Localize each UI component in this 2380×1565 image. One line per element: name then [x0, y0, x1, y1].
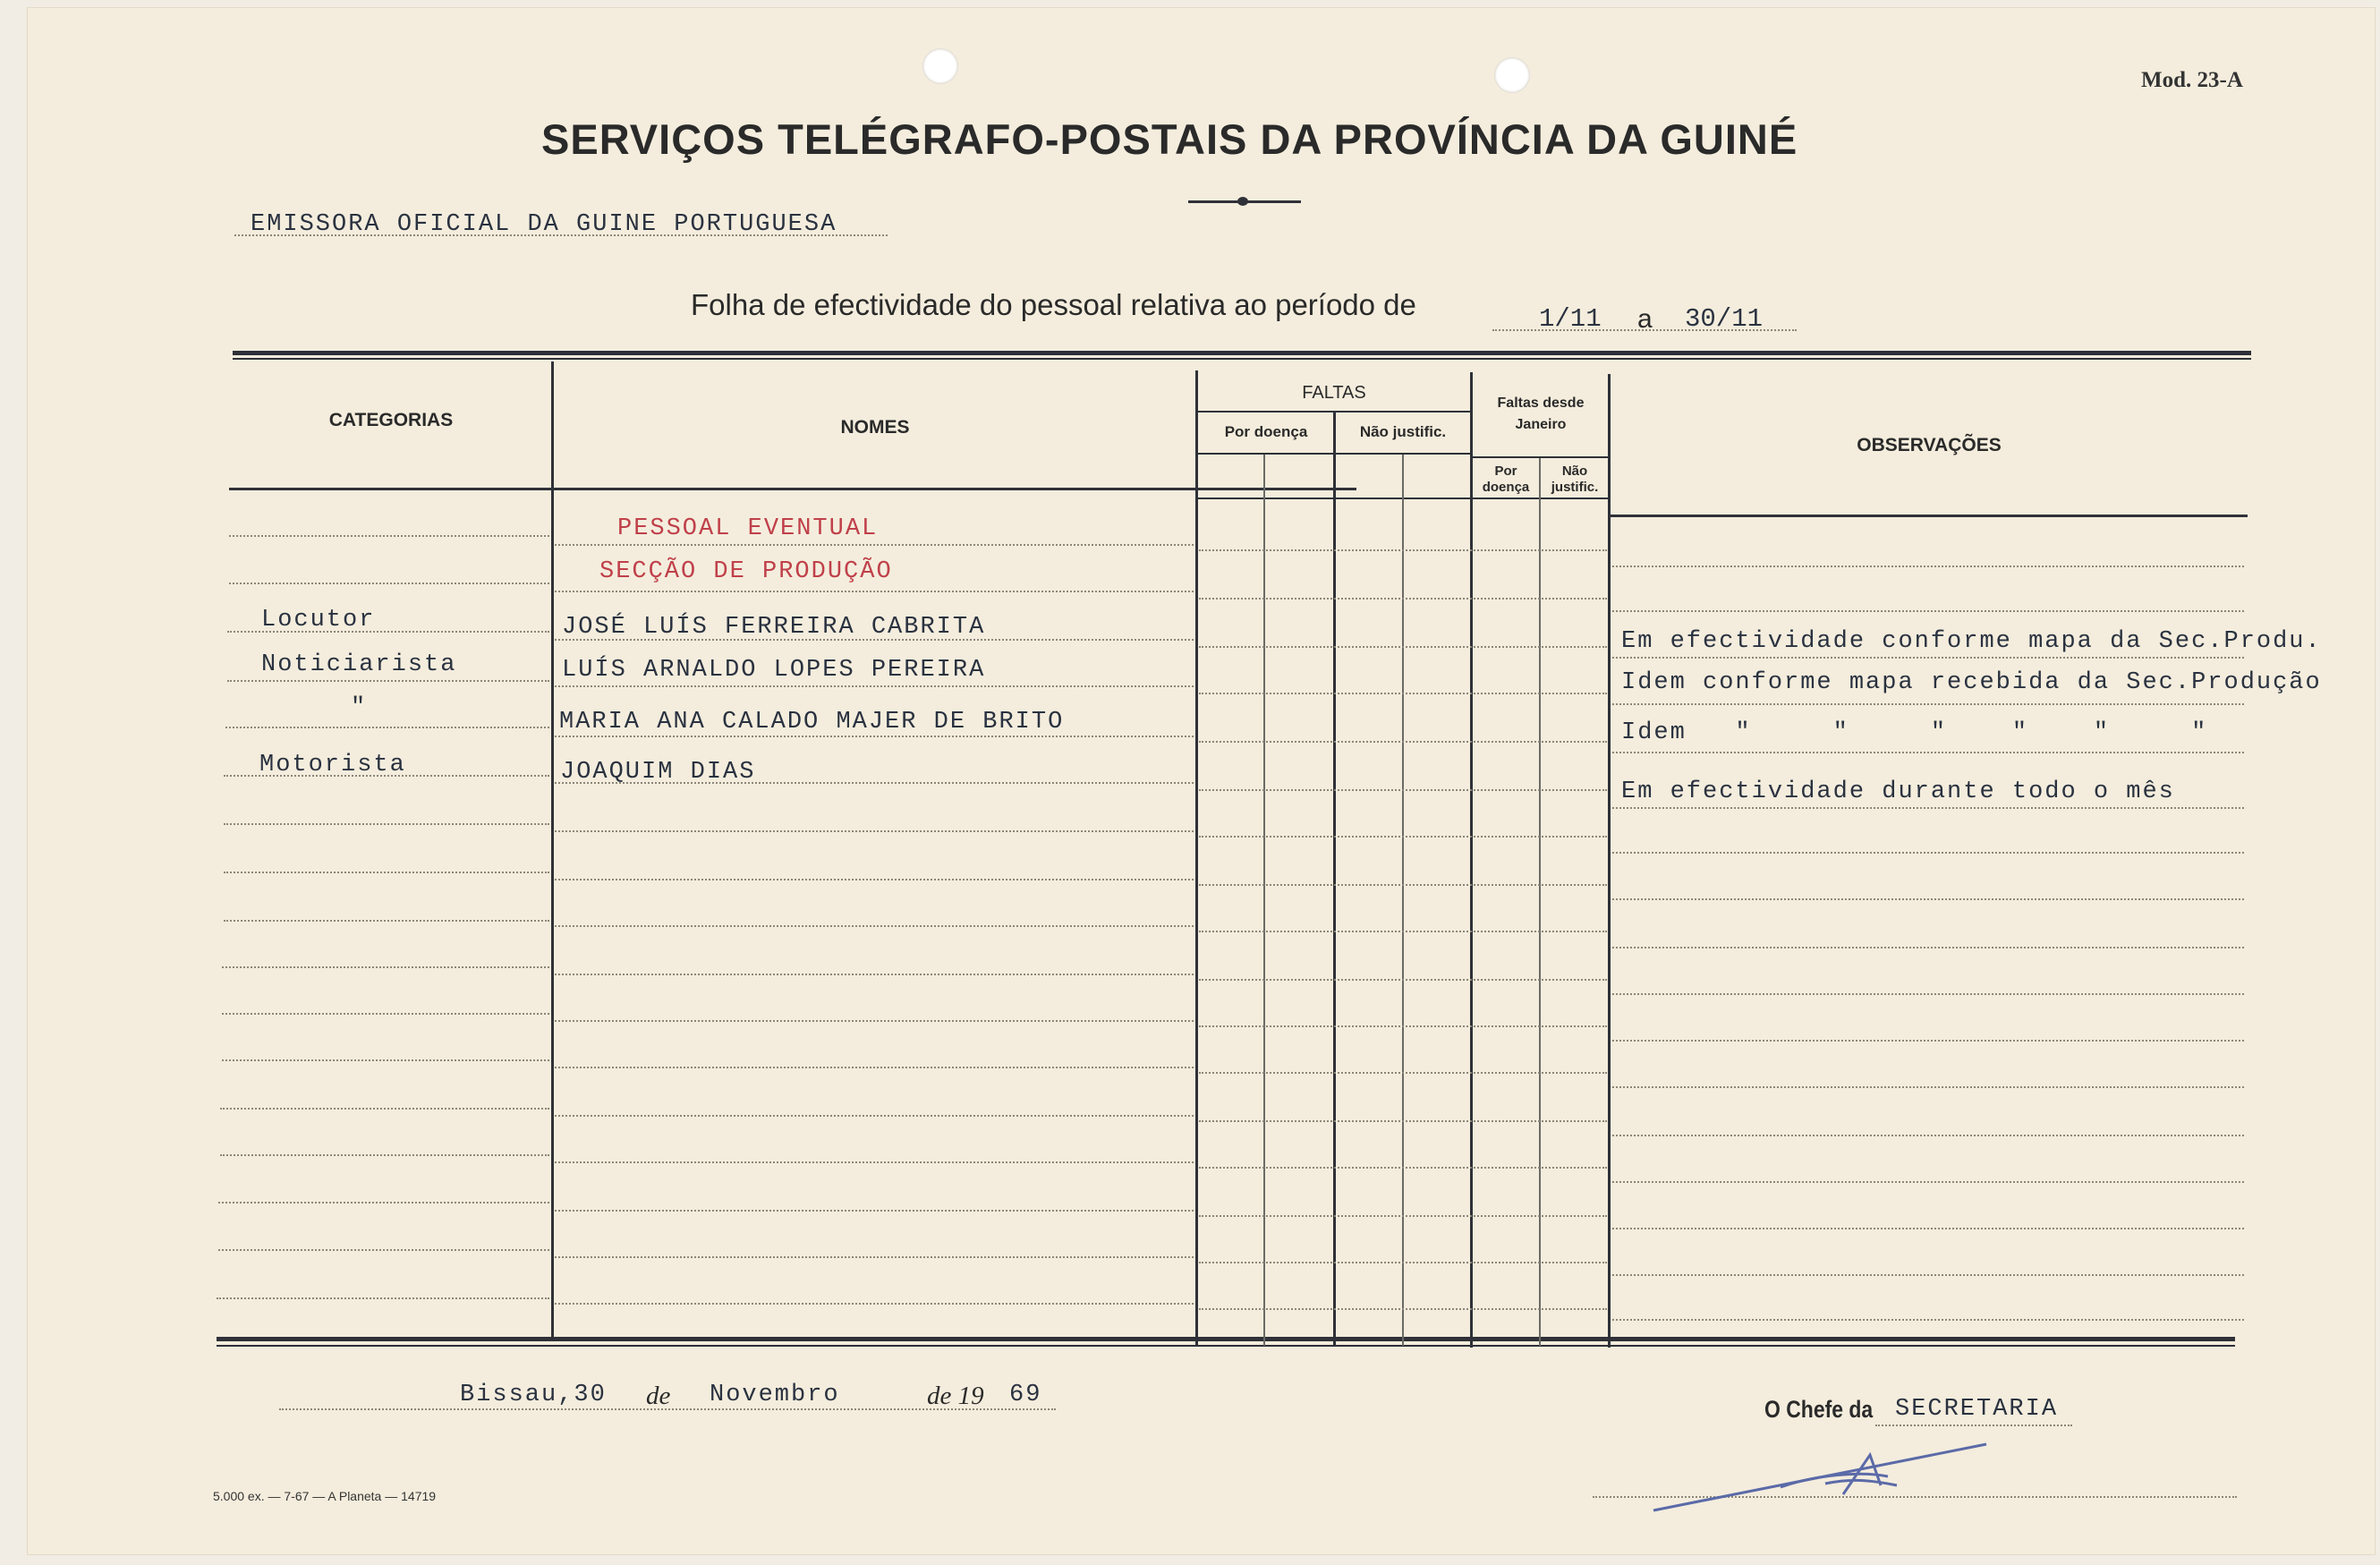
row-line — [555, 1115, 1194, 1117]
row-line — [1612, 993, 2244, 995]
row-line — [555, 1210, 1194, 1212]
section-pessoal-eventual: PESSOAL EVENTUAL — [617, 515, 879, 542]
date-year: 69 — [1009, 1382, 1042, 1408]
row-line — [1199, 884, 1607, 886]
department-dotted-line — [234, 234, 888, 236]
row-4-obs: Em efectividade durante todo o mês — [1621, 778, 2175, 805]
row-3-obs: Idem " " " " " " — [1621, 719, 2208, 746]
chief-dotted-line — [1875, 1425, 2072, 1426]
row-line — [1612, 566, 2244, 567]
row-line — [224, 823, 549, 825]
model-number: Mod. 23-A — [2141, 68, 2243, 92]
row-line — [222, 966, 549, 968]
header-jan-justific: justific. — [1551, 480, 1599, 495]
header-observacoes: OBSERVAÇÕES — [1857, 435, 2002, 455]
row-line — [225, 727, 549, 728]
header-nao-justific: Não justific. — [1359, 423, 1447, 440]
row-4-categoria: Motorista — [259, 752, 406, 778]
period-to: 30/11 — [1685, 304, 1764, 334]
row-line — [218, 1249, 549, 1251]
row-line — [227, 680, 549, 682]
row-3-categoria: " — [351, 694, 368, 721]
row-line — [1199, 741, 1607, 743]
row-1-obs: Em efectividade conforme mapa da Sec.Produ. — [1621, 628, 2322, 655]
row-1-categoria: Locutor — [261, 607, 376, 634]
row-line — [1199, 789, 1607, 791]
row-2-obs: Idem conforme mapa recebida da Sec.Produção — [1621, 669, 2322, 696]
header-categorias: CATEGORIAS — [328, 410, 454, 430]
row-line — [229, 535, 549, 537]
punch-hole-right — [1494, 57, 1530, 93]
period-from: 1/11 — [1539, 304, 1602, 334]
table-top-rule — [233, 351, 2251, 355]
row-line — [224, 920, 549, 922]
date-de-1: de — [646, 1382, 671, 1410]
row-line — [1612, 1086, 2244, 1088]
period-separator: a — [1637, 304, 1653, 334]
date-de-2: de 19 — [927, 1382, 984, 1410]
row-line — [222, 1059, 549, 1061]
row-line — [1199, 693, 1607, 694]
row-line — [1612, 752, 2244, 753]
header-nomes: NOMES — [840, 417, 910, 438]
row-line — [1612, 703, 2244, 705]
header-por-doenca: Por doença — [1224, 423, 1308, 440]
col-divider-faltas-2 — [1470, 372, 1473, 1348]
row-line — [555, 1303, 1194, 1305]
header-jan-nao: Não — [1561, 464, 1588, 479]
row-line — [555, 685, 1194, 687]
row-line — [1199, 931, 1607, 932]
row-line — [1199, 1308, 1607, 1310]
row-line — [1612, 807, 2244, 809]
row-line — [1199, 979, 1607, 981]
period-label: Folha de efectividade do pessoal relativa ao período de — [691, 288, 1416, 321]
form-title: SERVIÇOS TELÉGRAFO-POSTAIS DA PROVÍNCIA DA GUINÉ — [541, 115, 1798, 163]
row-line — [555, 1067, 1194, 1068]
row-line — [1612, 1319, 2244, 1321]
row-line — [555, 736, 1194, 737]
row-line — [1612, 947, 2244, 948]
row-line — [1612, 610, 2244, 612]
faltas-cells-underline — [1197, 498, 1611, 499]
row-line — [1199, 1120, 1607, 1122]
row-line — [217, 1297, 549, 1299]
title-rule-dot — [1237, 197, 1248, 206]
row-2-nome: LUÍS ARNALDO LOPES PEREIRA — [562, 657, 986, 684]
row-line — [1612, 657, 2244, 659]
row-line — [220, 1108, 549, 1110]
row-line — [1612, 1274, 2244, 1276]
col-divider-observacoes — [1608, 374, 1611, 1348]
col-divider-janeiro — [1539, 458, 1541, 1346]
col-divider-faltas-1a — [1263, 455, 1265, 1346]
chief-department: SECRETARIA — [1895, 1396, 2059, 1423]
row-line — [1199, 836, 1607, 838]
header-underline-left — [229, 488, 1356, 490]
row-line — [555, 830, 1194, 832]
row-line — [555, 974, 1194, 975]
row-line — [555, 591, 1194, 592]
row-line — [1612, 1135, 2244, 1136]
section-seccao-producao: SECÇÃO DE PRODUÇÃO — [599, 558, 893, 585]
signature — [1646, 1432, 2004, 1521]
row-1-nome: JOSÉ LUÍS FERREIRA CABRITA — [562, 614, 986, 641]
header-faltas: FALTAS — [1302, 383, 1366, 403]
row-line — [555, 1020, 1194, 1022]
row-line — [555, 925, 1194, 927]
header-jan-doenca: doença — [1482, 480, 1530, 495]
table-bottom-rule — [217, 1337, 2235, 1341]
row-line — [222, 1013, 549, 1015]
row-line — [229, 583, 549, 584]
row-line — [1199, 1072, 1607, 1074]
row-line — [555, 1256, 1194, 1258]
header-jan-por: Por — [1494, 464, 1517, 479]
table-top-rule-thin — [233, 358, 2251, 360]
col-divider-faltas-2a — [1402, 455, 1404, 1346]
row-line — [555, 879, 1194, 880]
row-line — [1612, 1228, 2244, 1229]
row-line — [1199, 1025, 1607, 1027]
row-line — [218, 1202, 549, 1204]
date-month: Novembro — [710, 1382, 840, 1408]
chief-label: O Chefe da — [1764, 1396, 1874, 1423]
header-faltas-desde: Faltas desde — [1497, 396, 1585, 411]
print-info: 5.000 ex. — 7-67 — A Planeta — 14719 — [213, 1489, 437, 1503]
date-place: Bissau,30 — [460, 1382, 607, 1408]
header-underline-right — [1611, 515, 2248, 517]
row-line — [1612, 1181, 2244, 1183]
row-line — [1199, 598, 1607, 600]
department-name: EMISSORA OFICIAL DA GUINE PORTUGUESA — [251, 211, 837, 238]
table-bottom-rule-thin — [217, 1345, 2235, 1347]
punch-hole-left — [922, 48, 958, 84]
row-line — [555, 544, 1194, 546]
period-dotted-line — [1492, 329, 1797, 331]
row-line — [224, 872, 549, 873]
row-line — [1612, 898, 2244, 900]
col-divider-categorias — [551, 361, 554, 1337]
row-line — [1612, 852, 2244, 854]
row-line — [555, 1161, 1194, 1163]
header-janeiro: Janeiro — [1515, 417, 1567, 432]
row-line — [1199, 1215, 1607, 1217]
row-line — [1199, 646, 1607, 648]
col-divider-nomes — [1195, 370, 1198, 1346]
row-2-categoria: Noticiarista — [261, 651, 457, 678]
row-line — [1612, 1040, 2244, 1042]
row-line — [1199, 549, 1607, 551]
faltas-janeiro-underline — [1473, 456, 1611, 458]
row-line — [1199, 1167, 1607, 1169]
row-line — [220, 1154, 549, 1156]
row-3-nome: MARIA ANA CALADO MAJER DE BRITO — [559, 709, 1065, 736]
row-4-nome: JOAQUIM DIAS — [560, 759, 756, 786]
row-line — [1199, 1262, 1607, 1263]
